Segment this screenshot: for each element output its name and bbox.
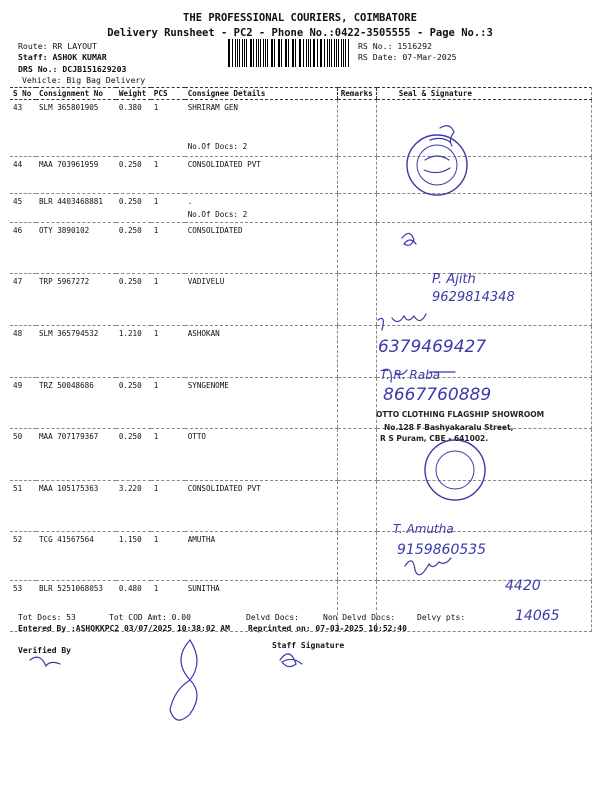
cell-remarks	[337, 326, 376, 378]
cell-consignee	[185, 274, 338, 326]
verified-by: Verified By	[18, 646, 71, 655]
barcode-bar	[274, 39, 275, 67]
sno-value: 53	[13, 584, 23, 593]
cell-remarks	[337, 274, 376, 326]
cell-pcs	[151, 194, 185, 223]
cell-weight	[116, 223, 151, 274]
weight-value: 0.250	[118, 226, 142, 235]
pcs-value: 1	[153, 432, 159, 441]
tot-cod-amt: Tot COD Amt: 0.00	[109, 613, 191, 622]
pcs-value: 1	[153, 535, 159, 544]
row52-handwritten-name: T. Amutha	[393, 522, 454, 536]
cell-remarks	[337, 378, 376, 429]
staff: Staff: ASHOK KUMAR	[18, 52, 107, 62]
table-row	[10, 157, 592, 194]
pcs-value: 1	[153, 160, 159, 169]
consignment-value: TRP 5967272	[38, 277, 90, 286]
cell-weight	[116, 157, 151, 194]
cell-consignee	[185, 100, 338, 157]
col-weight: Weight	[116, 88, 151, 100]
sno-value: 46	[13, 226, 23, 235]
cell-pcs	[151, 326, 185, 378]
consignee-value: SUNITHA	[187, 584, 220, 593]
table-row	[10, 378, 592, 429]
cell-seal-signature	[376, 274, 591, 326]
consignee-value: CONSOLIDATED	[187, 226, 243, 235]
row47-handwritten-name: P. Ajith	[432, 272, 476, 287]
weight-value: 0.250	[118, 160, 142, 169]
barcode-bar	[288, 39, 289, 67]
consignee-value: SHRIRAM GEN	[187, 103, 239, 112]
cell-pcs	[151, 223, 185, 274]
entered-by: Entered By :ASHOKKPC2 03/07/2025 10:38:02 AM	[18, 624, 230, 633]
row53-handwritten-note2: 14065	[515, 608, 560, 624]
pcs-value: 1	[153, 484, 159, 493]
table-row	[10, 326, 592, 378]
barcode-bar	[306, 39, 307, 67]
cell-sno	[10, 100, 36, 157]
weight-value: 0.480	[118, 584, 142, 593]
cell-sno	[10, 157, 36, 194]
cell-sno	[10, 274, 36, 326]
cell-weight	[116, 378, 151, 429]
pcs-value: 1	[153, 381, 159, 390]
consignee-value: AMUTHA	[187, 535, 216, 544]
sno-value: 47	[13, 277, 23, 286]
barcode	[228, 39, 350, 67]
cell-pcs	[151, 274, 185, 326]
staff-signature	[280, 654, 302, 667]
cell-consignment	[36, 100, 116, 157]
weight-value: 0.250	[118, 381, 142, 390]
barcode-bar	[338, 39, 339, 67]
cell-weight	[116, 532, 151, 581]
stamp-line1: OTTO CLOTHING FLAGSHIP SHOWROOM	[376, 410, 545, 419]
cell-pcs	[151, 532, 185, 581]
cell-seal-signature	[376, 194, 591, 223]
consignee-value: .	[187, 197, 193, 206]
pcs-value: 1	[153, 277, 159, 286]
runsheet-title: Delivery Runsheet - PC2 - Phone No.:0422-3505555 - Page No.:3	[107, 27, 493, 39]
row48-handwritten-phone: 6379469427	[378, 337, 487, 357]
cell-consignment	[36, 532, 116, 581]
table-row	[10, 481, 592, 532]
barcode-bar	[263, 39, 264, 67]
cell-remarks	[337, 223, 376, 274]
cell-sno	[10, 429, 36, 481]
cell-consignee	[185, 532, 338, 581]
row53-handwritten-note: 4420	[505, 578, 541, 594]
stamp-line2: No.128 F Bashyakaralu Street,	[384, 423, 514, 432]
consignment-value: TCG 41567564	[38, 535, 94, 544]
sno-value: 49	[13, 381, 23, 390]
cell-sno	[10, 326, 36, 378]
pcs-value: 1	[153, 197, 159, 206]
cell-seal-signature	[376, 532, 591, 581]
no-of-docs-note: No.Of Docs: 2	[187, 210, 248, 219]
table-row	[10, 274, 592, 326]
stamp-line3: R S Puram, CBE - 641002.	[380, 434, 489, 443]
weight-value: 1.150	[118, 535, 142, 544]
pcs-value: 1	[153, 103, 159, 112]
col-consignment: Consignment No	[36, 88, 116, 100]
cell-seal-signature	[376, 429, 591, 481]
cell-seal-signature	[376, 378, 591, 429]
consignment-value: BLR 4403468881	[38, 197, 103, 206]
totals-line	[18, 613, 588, 622]
cell-seal-signature	[376, 326, 591, 378]
cell-remarks	[337, 481, 376, 532]
consignment-value: MAA 105175363	[38, 484, 99, 493]
cell-sno	[10, 378, 36, 429]
cell-consignee	[185, 429, 338, 481]
consignee-value: CONSOLIDATED PVT	[187, 160, 261, 169]
table-row	[10, 223, 592, 274]
table-row	[10, 532, 592, 581]
weight-value: 0.250	[118, 197, 142, 206]
table-row	[10, 100, 592, 157]
big-figure-8	[170, 640, 197, 720]
pcs-value: 1	[153, 584, 159, 593]
consignee-value: SYNGENOME	[187, 381, 229, 390]
cell-seal-signature	[376, 581, 591, 632]
cell-consignee	[185, 223, 338, 274]
cell-weight	[116, 429, 151, 481]
cell-remarks	[337, 100, 376, 157]
weight-value: 0.250	[118, 432, 142, 441]
sno-value: 44	[13, 160, 23, 169]
cell-consignee	[185, 326, 338, 378]
cell-pcs	[151, 157, 185, 194]
consignment-value: MAA 703961959	[38, 160, 99, 169]
weight-value: 0.380	[118, 103, 142, 112]
table-header	[10, 88, 592, 100]
cell-sno	[10, 194, 36, 223]
cell-consignee	[185, 378, 338, 429]
cell-weight	[116, 481, 151, 532]
cell-weight	[116, 194, 151, 223]
sno-value: 50	[13, 432, 23, 441]
non-delvd-docs: Non Delvd Docs:	[323, 613, 396, 622]
cell-consignment	[36, 429, 116, 481]
cell-consignment	[36, 274, 116, 326]
reprinted-on: Reprinted on: 07-03-2025 10:52:40	[248, 624, 407, 633]
route: Route: RR LAYOUT	[18, 41, 97, 51]
drs-number: DRS No.: DCJB151629203	[18, 64, 127, 74]
sno-value: 43	[13, 103, 23, 112]
weight-value: 3.220	[118, 484, 142, 493]
runsheet-table	[10, 87, 592, 632]
cell-consignee	[185, 194, 338, 223]
sno-value: 52	[13, 535, 23, 544]
company-title: THE PROFESSIONAL COURIERS, COIMBATORE	[183, 12, 417, 24]
cell-sno	[10, 223, 36, 274]
row49-handwritten-name: T. R. Raba	[380, 368, 441, 382]
cell-weight	[116, 100, 151, 157]
cell-consignment	[36, 157, 116, 194]
cell-seal-signature	[376, 157, 591, 194]
col-seal-signature: Seal & Signature	[376, 88, 591, 100]
cell-remarks	[337, 429, 376, 481]
weight-value: 0.250	[118, 277, 142, 286]
cell-pcs	[151, 378, 185, 429]
cell-consignment	[36, 378, 116, 429]
tot-docs: Tot Docs: 53	[18, 613, 76, 622]
cell-consignment	[36, 194, 116, 223]
no-of-docs-note: No.Of Docs: 2	[187, 142, 248, 151]
sno-value: 51	[13, 484, 23, 493]
verified-signature	[30, 657, 60, 666]
cell-remarks	[337, 157, 376, 194]
row52-handwritten-phone: 9159860535	[397, 542, 487, 558]
rs-date: RS Date: 07-Mar-2025	[358, 52, 457, 62]
cell-remarks	[337, 532, 376, 581]
table-row	[10, 429, 592, 481]
consignee-value: CONSOLIDATED PVT	[187, 484, 261, 493]
consignment-value: MAA 707179367	[38, 432, 99, 441]
consignment-value: SLM 365801905	[38, 103, 99, 112]
delvd-docs: Delvd Docs:	[246, 613, 299, 622]
cell-consignee	[185, 157, 338, 194]
col-remarks: Remarks	[337, 88, 376, 100]
cell-pcs	[151, 481, 185, 532]
rs-number: RS No.: 1516292	[358, 41, 432, 51]
consignment-value: TRZ 50048686	[38, 381, 94, 390]
consignment-value: BLR 5251068053	[38, 584, 103, 593]
cell-consignment	[36, 223, 116, 274]
consignee-value: OTTO	[187, 432, 207, 441]
cell-remarks	[337, 194, 376, 223]
consignee-value: VADIVELU	[187, 277, 225, 286]
sno-value: 48	[13, 329, 23, 338]
row47-handwritten-phone: 9629814348	[432, 290, 515, 305]
pcs-value: 1	[153, 329, 159, 338]
cell-pcs	[151, 429, 185, 481]
table-row	[10, 194, 592, 223]
vehicle: Vehicle: Big Bag Delivery	[22, 75, 146, 85]
cell-sno	[10, 532, 36, 581]
delvy-pts: Delvy pts:	[417, 613, 466, 622]
cell-seal-signature	[376, 481, 591, 532]
barcode-bar	[246, 39, 247, 67]
cell-pcs	[151, 100, 185, 157]
barcode-bar	[321, 39, 322, 67]
col-sno: S No	[10, 88, 36, 100]
sno-value: 45	[13, 197, 23, 206]
consignment-value: OTY 3890102	[38, 226, 90, 235]
cell-sno	[10, 481, 36, 532]
cell-seal-signature	[376, 223, 591, 274]
pcs-value: 1	[153, 226, 159, 235]
barcode-bar	[235, 39, 236, 67]
col-pcs: PCS	[151, 88, 185, 100]
cell-consignee	[185, 481, 338, 532]
cell-weight	[116, 274, 151, 326]
staff-signature-label: Staff Signature	[272, 641, 345, 650]
cell-seal-signature	[376, 100, 591, 157]
weight-value: 1.210	[118, 329, 142, 338]
row49-handwritten-phone: 8667760889	[383, 385, 492, 405]
cell-consignment	[36, 326, 116, 378]
cell-weight	[116, 326, 151, 378]
col-consignee: Consignee Details	[185, 88, 338, 100]
cell-consignment	[36, 481, 116, 532]
consignment-value: SLM 365794532	[38, 329, 99, 338]
consignee-value: ASHOKAN	[187, 329, 220, 338]
